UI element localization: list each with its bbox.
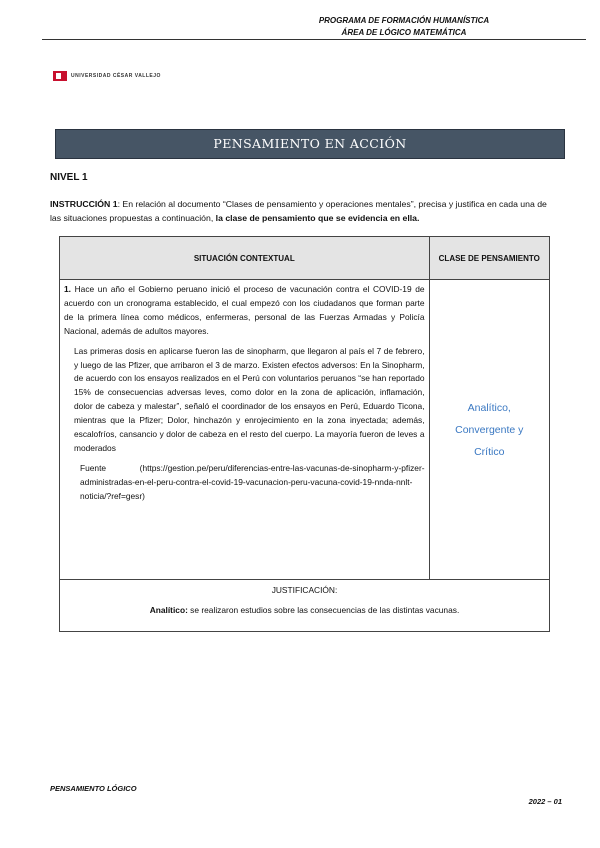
footer-period: 2022 – 01 <box>528 797 562 806</box>
case-paragraph-1: 1. Hace un año el Gobierno peruano inició el proceso de vacunación contra el COVID-19 de acuerdo con un cronograma establecido, el cual empezó con los ciudadanos que forman parte de la primera línea como médicos, enfermeras, personal de las Fuerzas Armadas y Policía Nacional, además de adultos mayores. <box>64 284 425 336</box>
instruction-label: INSTRUCCIÓN 1 <box>50 199 118 209</box>
ucv-emblem-icon <box>53 71 67 81</box>
table-header-row <box>60 237 550 280</box>
level-title: NIVEL 1 <box>50 172 88 183</box>
university-logo <box>53 71 161 81</box>
instruction-emphasis: la clase de pensamiento que se evidencia en ella. <box>215 212 420 223</box>
case-paragraph-2: Las primeras dosis en aplicarse fueron las de sinopharm, que llegaron al país el 7 de febrero, y luego de las Pfizer, que arribaron el 3 de marzo. Existen efectos adversos: En la Sinopharm, de acuerdo con los ensayos realizados en el Perú con voluntarios peruanos “se han reportado 15% de consecuencias adversas leves, como dolor en la zona de aplicación, inflamación, dolor de cabeza y malestar”, señaló el coordinador de los ensayos en Perú, Eduardo Ticona, mientras que la Pfizer; Dolor, hinchazón y enrojecimiento en la zona inyectada; además, escalofríos, cansancio y dolor de cabeza en el resto del cuerpo. La mayoría fueron de leves a moderados <box>74 345 425 453</box>
col-header-thinking-class: CLASE DE PENSAMIENTO <box>429 237 549 280</box>
instruction <box>50 198 550 225</box>
case-number: 1. <box>64 284 71 294</box>
justification-text: Analítico: se realizaron estudios sobre las consecuencias de las distintas vacunas. <box>149 605 460 615</box>
instruction-text: : En relación al documento “Clases de pensamiento y operaciones mentales”, precisa y justifica en cada una de las situaciones propuestas a continuación, <box>50 199 547 223</box>
answer-line-3: Crítico <box>474 445 505 458</box>
logo-text: UNIVERSIDAD CÉSAR VALLEJO <box>71 73 161 79</box>
justification-cell <box>60 580 550 632</box>
thinking-class-cell <box>429 280 549 580</box>
answer-line-1: Analítico, <box>467 401 511 414</box>
answer-line-2: Convergente y <box>455 423 524 436</box>
justification-label: JUSTIFICACIÓN: <box>271 585 338 595</box>
footer-course: PENSAMIENTO LÓGICO <box>50 784 137 793</box>
col-header-situation: SITUACIÓN CONTEXTUAL <box>60 237 430 280</box>
header-divider <box>42 39 586 40</box>
header-area: ÁREA DE LÓGICO MATEMÁTICA <box>341 28 467 37</box>
justification-row <box>60 580 550 632</box>
situation-cell <box>60 280 430 580</box>
table-row <box>60 280 550 580</box>
case-source: Fuente (https://gestion.pe/peru/diferencias-entre-las-vacunas-de-sinopharm-y-pfizer-administradas-en-el-peru-contra-el-covid-19-vacunacion-peru-vacuna-covid-19-nnda-nnlt-noticia/?ref=gesr) <box>80 462 425 501</box>
exercise-table <box>59 236 550 632</box>
page-header <box>274 15 534 39</box>
section-banner: PENSAMIENTO EN ACCIÓN <box>56 130 564 158</box>
header-program: PROGRAMA DE FORMACIÓN HUMANÍSTICA <box>318 16 490 25</box>
